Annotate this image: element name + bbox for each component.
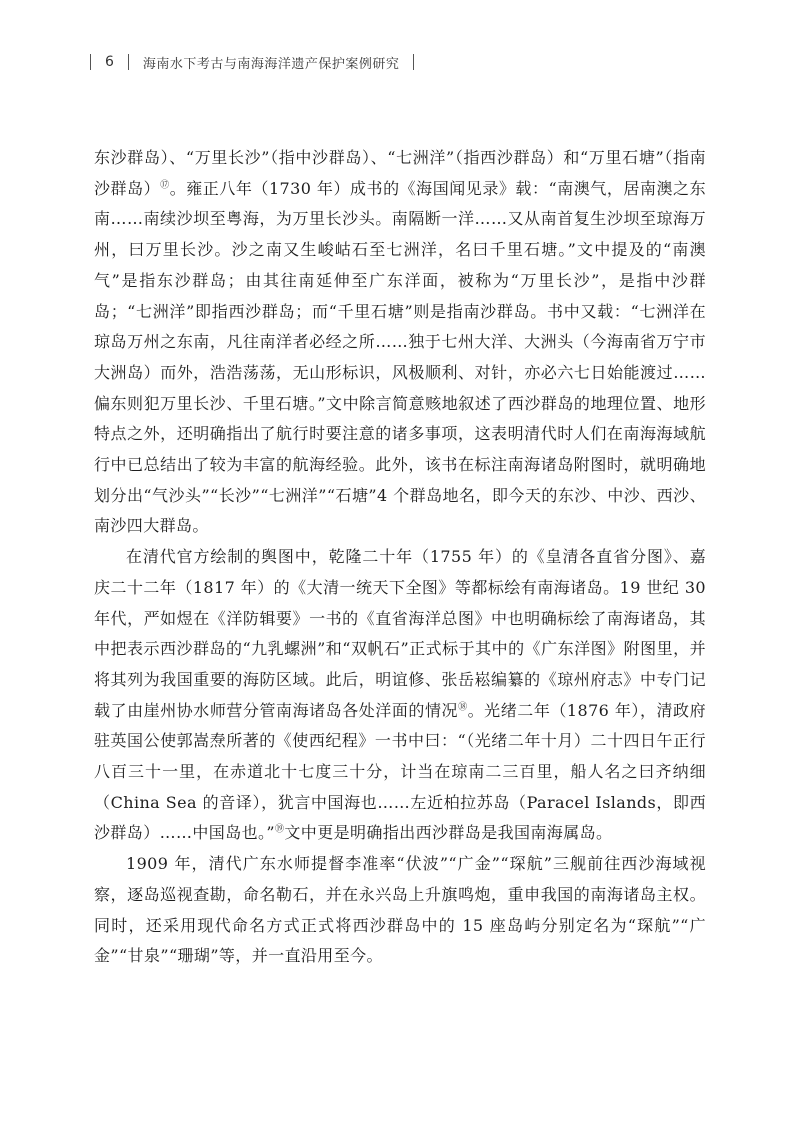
paragraph-1-part-b: 。雍正八年（1730 年）成书的《海国闻见录》载：“南澳气，居南澳之东南……南续沙坝至粤海，为万里长沙头。南隔断一洋……又从南首复生沙坝至琼海万州，曰万里长沙。沙之南又生峻岵石至七洲洋，名曰千里石塘。”文中提及的“南澳气”是指东沙群岛；由其往南延伸至广东洋面，被称为“万里长沙”，是指中沙群岛；“七洲洋”即指西沙群岛；而“千里石塘”则是指南沙群岛。书中又载：“七洲洋在琼岛万州之东南，凡往南洋者必经之所……独于七州大洋、大洲头（今海南省万宁市大洲岛）而外，浩浩荡荡，无山形标识，风极顺利、对针，亦必六七日始能渡过……偏东则犯万里长沙、千里石塘。”文中除言简意赅地叙述了西沙群岛的地理位置、地形特点之外，还明确指出了航行时要注意的诸多事项，这表明清代时人们在南海海域航行中已总结出了较为丰富的航海经验。此外，该书在标注南海诸岛附图时，就明确地划分出“气沙头”“长沙”“七洲洋”“石塘”4 个群岛地名，即今天的东沙、中沙、西沙、南沙四大群岛。 [94,178,706,536]
book-title: 海南水下考古与南海海洋遗产保护案例研究 [142,56,400,72]
running-header [90,52,414,72]
paragraph-2-part-c: 文中更是明确指出西沙群岛是我国南海属岛。 [284,823,613,843]
paragraph-2-part-a: 在清代官方绘制的舆图中，乾隆二十年（1755 年）的《皇清各直省分图》、嘉庆二十二年（1817 年）的《大清一统天下全图》等都标绘有南海诸岛。19 世纪 30 年代，严如煜在《洋防辑要》一书的《直省海洋总图》中也明确标绘了南海诸岛，其中把表示西沙群岛的“九乳螺洲”和“双帆石”正式标于其中的《广东洋图》附图里，并将其列为我国重要的海防区域。此后，明谊修、张岳崧编纂的《琼州府志》中专门记载了由崖州协水师营分管南海诸岛各处洋面的情况 [94,547,706,720]
footnote-marker-19: ⑲ [274,825,285,836]
page-number: 6 [105,54,114,70]
paragraph-1 [94,143,706,542]
header-divider-left [90,54,91,70]
footnote-marker-18: ⑱ [458,702,468,713]
paragraph-1-part-a: 东沙群岛）、“万里长沙”（指中沙群岛）、“七洲洋”（指西沙群岛）和“万里石塘”（指南沙群岛） [94,148,706,198]
header-divider-right [413,54,414,70]
paragraph-2-part-b: 。光绪二年（1876 年），清政府驻英国公使郭嵩焘所著的《使西纪程》一书中曰：“（光绪二年十月）二十四日午正行八百三十一里，在赤道北十七度三十分，计当在琼南二三百里，船人名之曰齐纳细（China Sea 的音译），犹言中国海也……左近柏拉苏岛（Paracel Islands，即西沙群岛）……中国岛也。” [94,700,707,843]
body-text [94,143,706,972]
paragraph-2 [94,542,706,849]
footnote-marker-17: ⑰ [160,180,170,191]
paragraph-3: 1909 年，清代广东水师提督李准率“伏波”“广金”“琛航”三舰前往西沙海域视察，逐岛巡视查勘，命名勒石，并在永兴岛上升旗鸣炮，重申我国的南海诸岛主权。同时，还采用现代命名方式正式将西沙群岛中的 15 座岛屿分别定名为“琛航”“广金”“甘泉”“珊瑚”等，并一直沿用至今。 [94,854,706,966]
header-divider-middle [128,54,129,70]
